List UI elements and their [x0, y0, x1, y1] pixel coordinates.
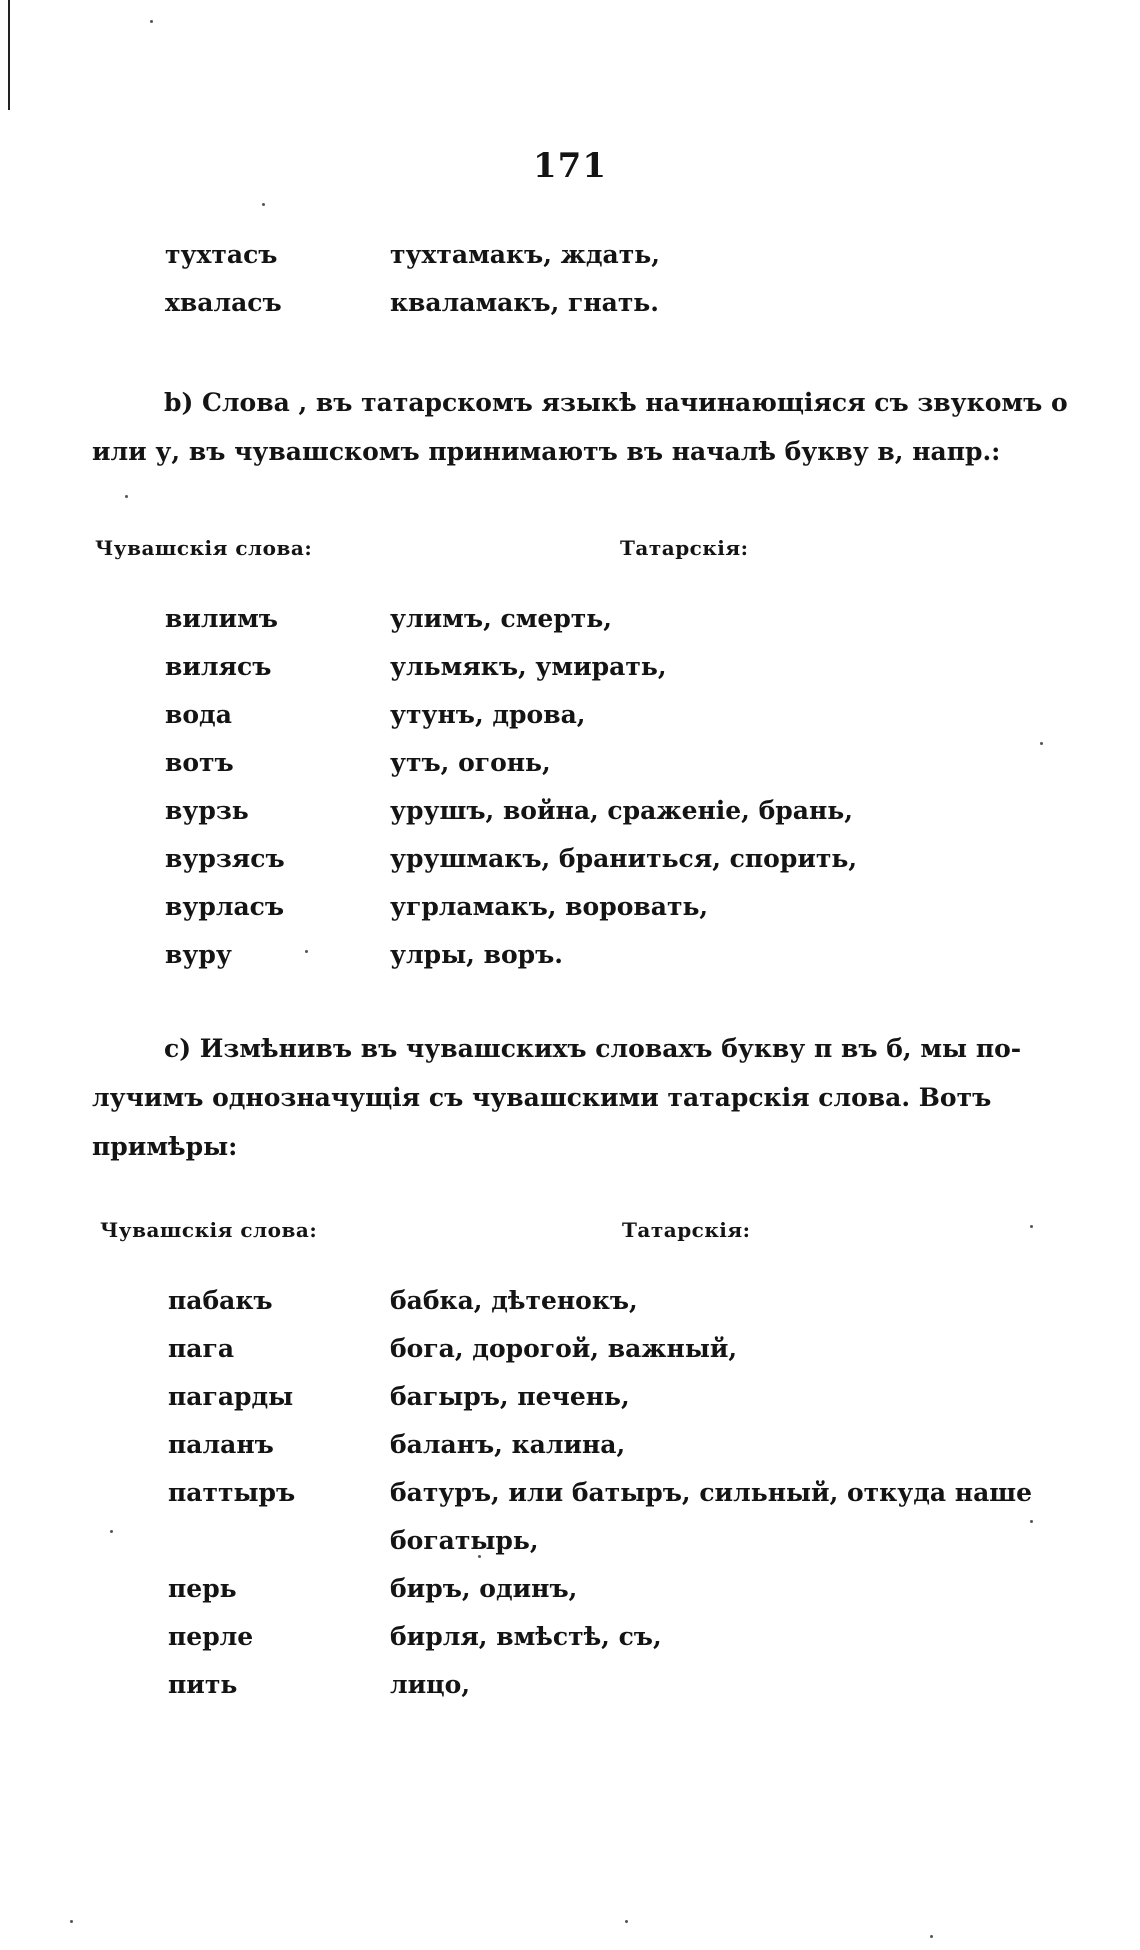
column-header-tatar: Татарскія:: [620, 536, 749, 560]
scan-speck: [262, 203, 265, 206]
chuvash-word: вурзясъ: [165, 844, 285, 873]
chuvash-word: пить: [168, 1670, 238, 1699]
scan-speck: [150, 20, 153, 23]
scan-speck: [1030, 1225, 1033, 1228]
tatar-translation: лицо,: [390, 1670, 471, 1699]
scan-speck: [305, 950, 308, 953]
chuvash-word: пага: [168, 1334, 235, 1363]
chuvash-word: вурласъ: [165, 892, 285, 921]
paragraph-c: [92, 1024, 1022, 1171]
paragraph-line: b) Слова , въ татарскомъ языкѣ начинающіяся съ звукомъ о: [164, 388, 1068, 417]
tatar-translation: угрламакъ, воровать,: [390, 892, 709, 921]
scan-speck: [625, 1920, 628, 1923]
tatar-translation: тухтамакъ, ждать,: [390, 240, 660, 269]
chuvash-word: хваласъ: [165, 288, 282, 317]
scan-speck: [125, 495, 128, 498]
chuvash-word: тухтасъ: [165, 240, 278, 269]
tatar-translation: утунъ, дрова,: [390, 700, 586, 729]
scan-speck: [478, 1555, 481, 1558]
tatar-translation: улимъ, смерть,: [390, 604, 612, 633]
tatar-translation: бирля, вмѣстѣ, съ,: [390, 1622, 662, 1651]
scan-speck: [110, 1530, 113, 1533]
column-header-chuvash: Чувашскія слова:: [95, 536, 313, 560]
tatar-translation: утъ, огонь,: [390, 748, 551, 777]
scan-speck: [1030, 1520, 1033, 1523]
page-number: 171: [533, 146, 607, 186]
chuvash-word: перь: [168, 1574, 237, 1603]
tatar-translation: биръ, одинъ,: [390, 1574, 578, 1603]
paragraph-line: примѣры:: [92, 1132, 238, 1161]
tatar-translation: багыръ, печень,: [390, 1382, 630, 1411]
chuvash-word: вилясъ: [165, 652, 272, 681]
chuvash-word: паланъ: [168, 1430, 274, 1459]
tatar-translation: урушъ, война, сраженіе, брань,: [390, 796, 853, 825]
chuvash-word: вилимъ: [165, 604, 278, 633]
tatar-translation: бога, дорогой, важный,: [390, 1334, 738, 1363]
tatar-translation: улры, воръ.: [390, 940, 563, 969]
tatar-translation: батуръ, или батыръ, сильный, откуда наше: [390, 1478, 1033, 1507]
tatar-translation: богатырь,: [390, 1526, 539, 1555]
tatar-translation: квaламакъ, гнать.: [390, 288, 659, 317]
chuvash-word: пагарды: [168, 1382, 294, 1411]
tatar-translation: ульмякъ, умирать,: [390, 652, 667, 681]
tatar-translation: урушмакъ, браниться, спорить,: [390, 844, 858, 873]
column-header-tatar: Татарскія:: [622, 1218, 751, 1242]
paragraph-line: c) Измѣнивъ въ чувашскихъ словахъ букву п въ б, мы по-: [164, 1034, 1022, 1063]
chuvash-word: вода: [165, 700, 232, 729]
chuvash-word: вуру: [165, 940, 232, 969]
tatar-translation: бабка, дѣтенокъ,: [390, 1286, 638, 1315]
paragraph-b: [92, 378, 1068, 476]
scan-edge-line: [8, 0, 10, 110]
chuvash-word: вотъ: [165, 748, 234, 777]
chuvash-word: перле: [168, 1622, 254, 1651]
scan-speck: [930, 1935, 933, 1938]
chuvash-word: пабакъ: [168, 1286, 273, 1315]
paragraph-line: лучимъ однозначущія съ чувашскими татарскія слова. Вотъ: [92, 1083, 992, 1112]
chuvash-word: вурзь: [165, 796, 249, 825]
scan-speck: [1040, 742, 1043, 745]
column-header-chuvash: Чувашскія слова:: [100, 1218, 318, 1242]
tatar-translation: баланъ, калина,: [390, 1430, 626, 1459]
paragraph-line: или у, въ чувашскомъ принимаютъ въ началѣ букву в, напр.:: [92, 437, 1001, 466]
chuvash-word: паттыръ: [168, 1478, 296, 1507]
scan-speck: [70, 1920, 73, 1923]
